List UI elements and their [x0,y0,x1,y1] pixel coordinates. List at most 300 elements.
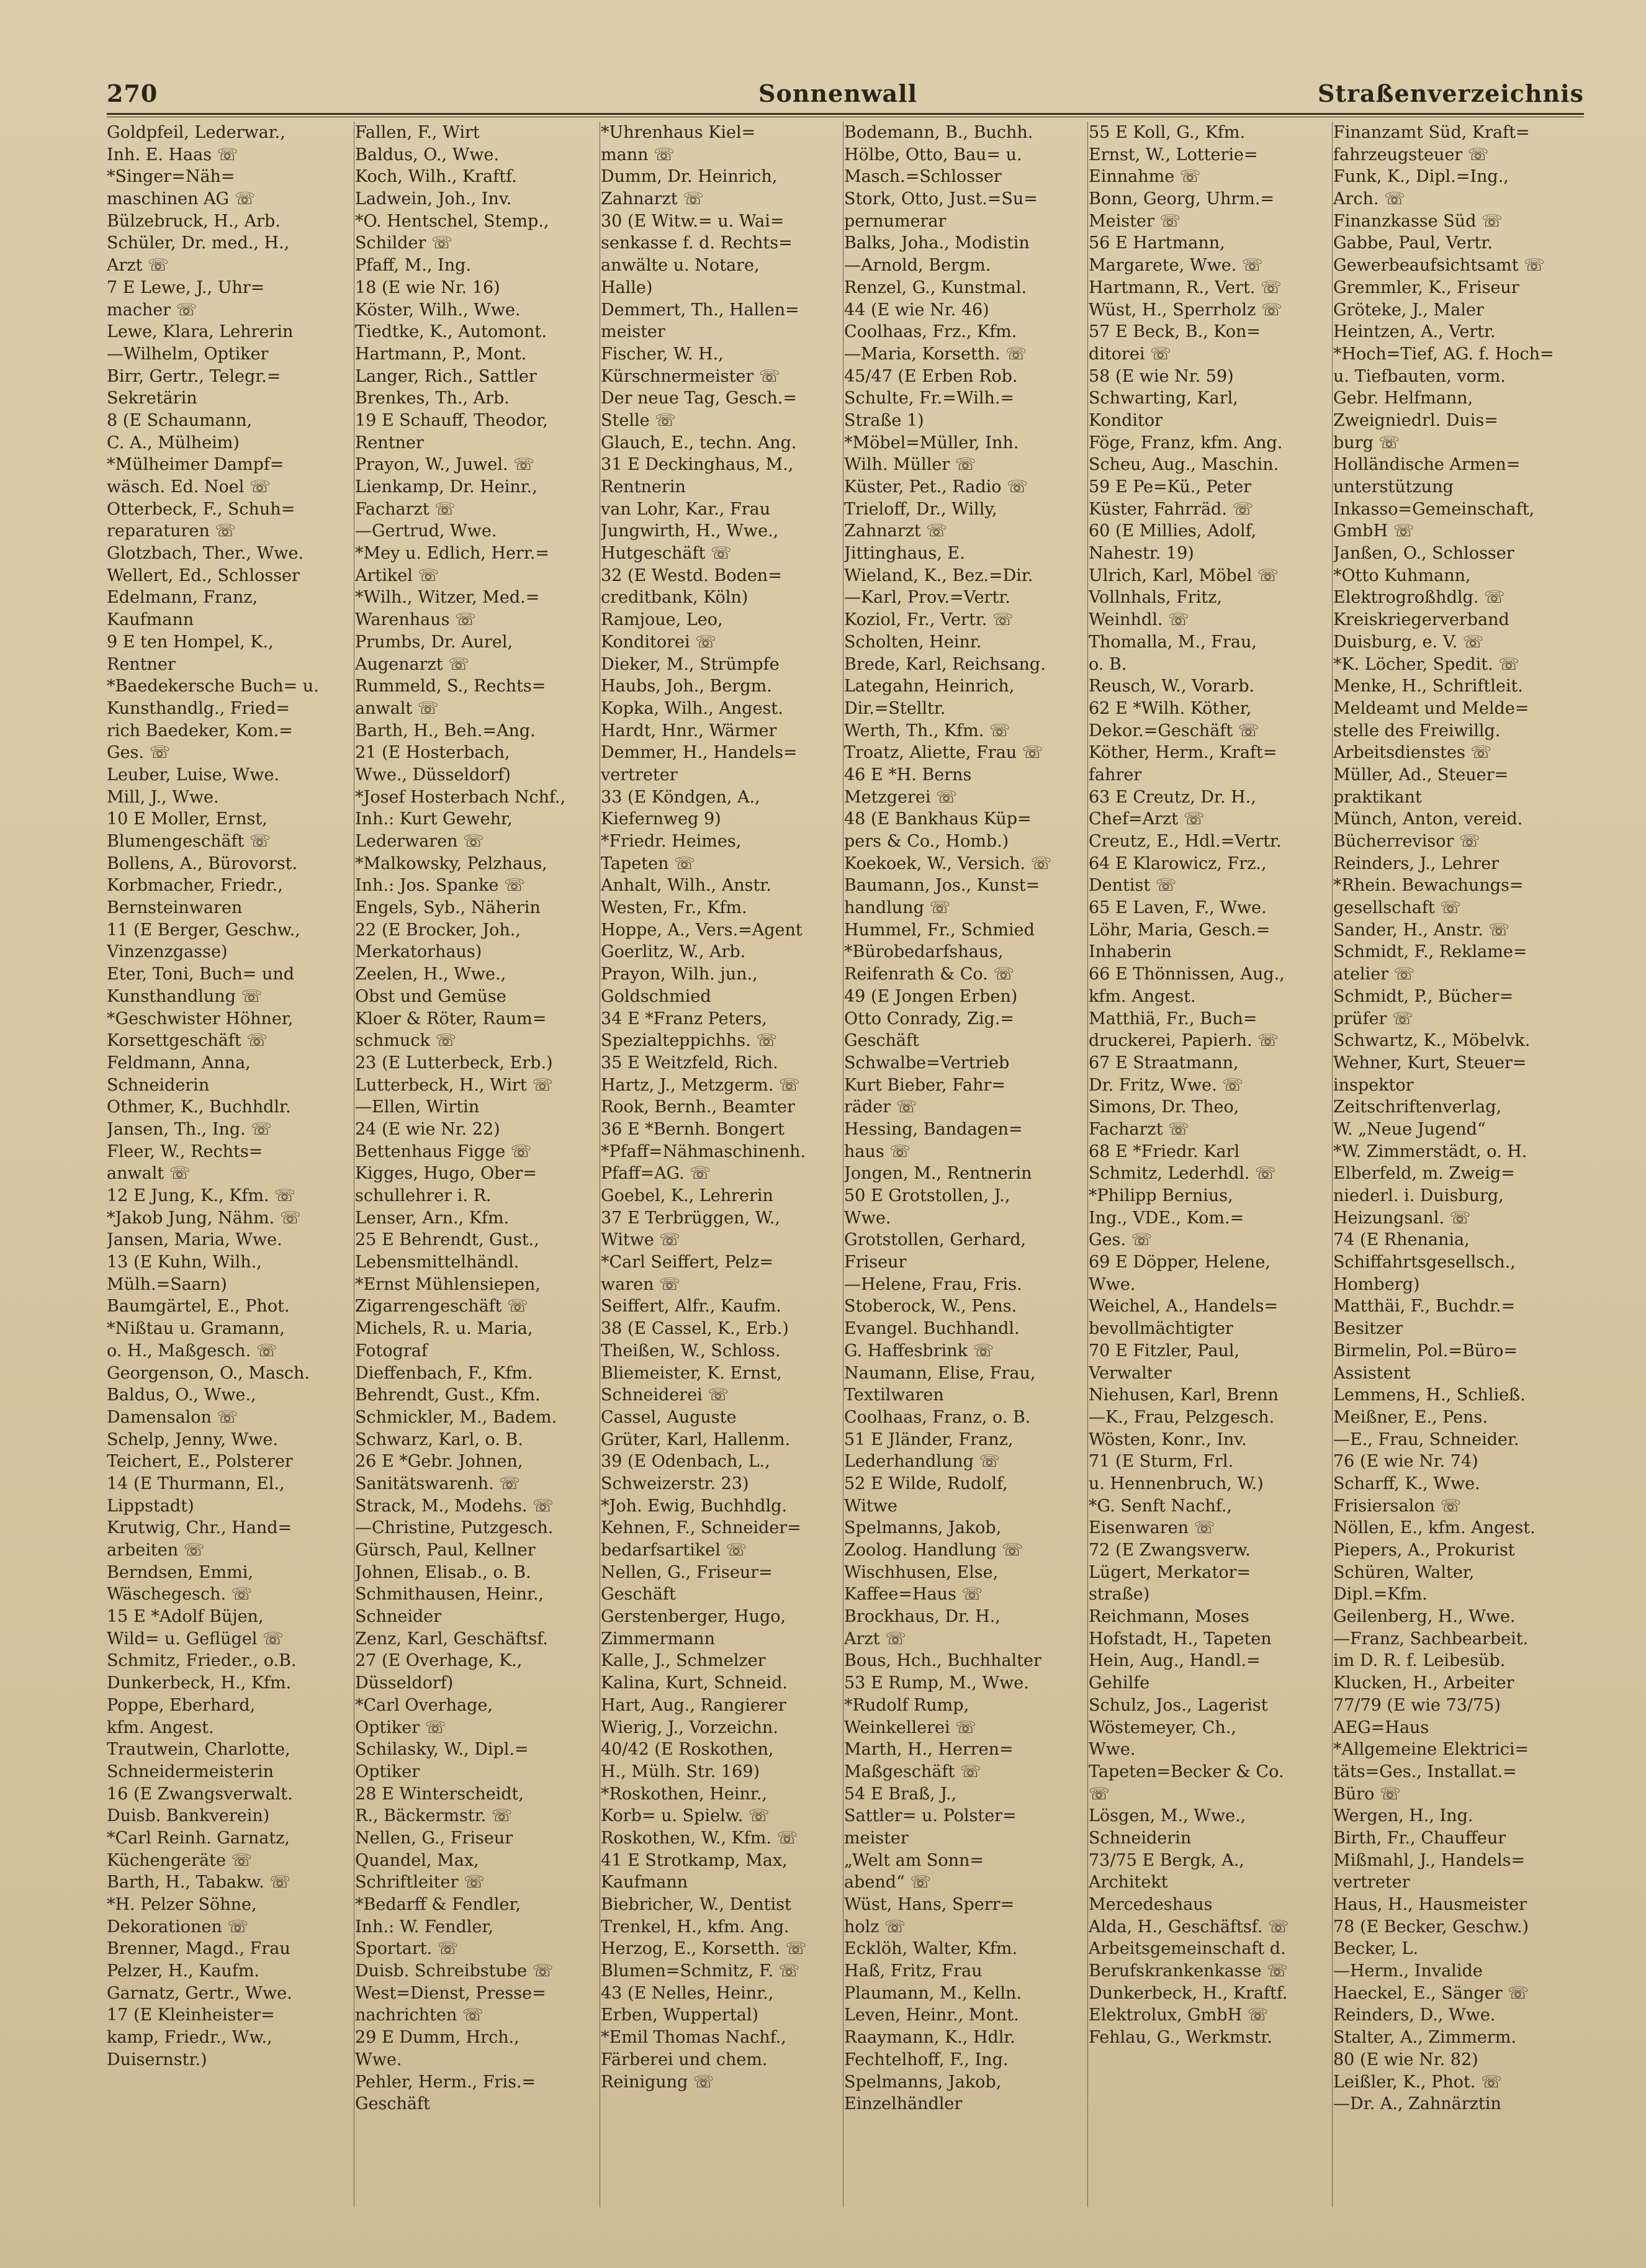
directory-entry-line: Eisenwaren ☏ [1089,1518,1215,1538]
directory-entry-line: Barth, H., Tabakw. ☏ [107,1873,291,1892]
directory-entry-line: Schweizerstr. 23) [601,1474,749,1493]
directory-entry-line: 7 E Lewe, J., Uhr= [107,277,265,297]
directory-entry-line: inspektor [1333,1075,1414,1095]
directory-entry-line: *Otto Kuhmann, [1333,565,1471,585]
directory-entry-line: Goerlitz, W., Arb. [601,942,746,962]
directory-entry-line: Georgenson, O., Masch. [107,1363,310,1383]
directory-entry-line: Rummeld, S., Rechts= [355,677,546,696]
directory-entry-line: *Ernst Mühlensiepen, [355,1274,541,1294]
directory-entry-line: Augenarzt ☏ [355,654,469,674]
directory-entry-line: Hölbe, Otto, Bau= u. [844,145,1022,164]
directory-entry-line: Ecklöh, Walter, Kfm. [844,1939,1018,1959]
directory-entry-line: Bücherrevisor ☏ [1333,832,1480,851]
directory-entry-line: vertreter [601,765,678,785]
directory-entry-line: Haß, Fritz, Frau [844,1961,983,1981]
directory-entry-line: 78 (E Becker, Geschw.) [1333,1917,1529,1937]
directory-entry-line: Goebel, K., Lehrerin [601,1186,773,1205]
directory-entry-line: Othmer, K., Buchhdlr. [107,1097,291,1117]
directory-entry-line: Ges. ☏ [107,743,171,763]
directory-entry-line: Korsettgeschäft ☏ [107,1031,268,1051]
directory-entry-line: Koch, Wilh., Kraftf. [355,167,517,187]
directory-entry-line: Wüst, Hans, Sperr= [844,1895,1015,1914]
directory-entry-line: Anhalt, Wilh., Anstr. [601,876,771,896]
directory-entry-line: Tiedtke, K., Automont. [355,322,547,342]
directory-entry-line: Blumengeschäft ☏ [107,832,271,851]
directory-entry-line: —Franz, Sachbearbeit. [1333,1629,1529,1649]
directory-entry-line: o. B. [1089,654,1127,674]
directory-entry-line: Ramjoue, Leo, [601,610,723,630]
directory-entry-line: 24 (E wie Nr. 22) [355,1119,500,1139]
directory-entry-line: schmuck ☏ [355,1031,457,1051]
directory-entry-line: Inh.: Kurt Gewehr, [355,809,513,829]
directory-entry-line: Baldus, O., Wwe., [107,1385,256,1405]
directory-entry-line: Vinzenzgasse) [107,942,228,962]
directory-entry-line: Reinigung ☏ [601,2072,714,2092]
directory-entry-line: Frisiersalon ☏ [1333,1496,1462,1516]
directory-entry-line: Müller, Ad., Steuer= [1333,765,1509,785]
directory-entry-line: G. Haffesbrink ☏ [844,1341,994,1361]
directory-entry-line: Wwe. [355,2050,402,2069]
directory-entry-line: Prumbs, Dr. Aurel, [355,632,513,652]
directory-entry-line: u. Hennenbruch, W.) [1089,1474,1264,1493]
directory-entry-line: burg ☏ [1333,433,1400,452]
directory-entry-line: Troatz, Aliette, Frau ☏ [844,743,1043,763]
directory-entry-line: 74 (E Rhenania, [1333,1230,1470,1250]
directory-entry-line: Meldeamt und Melde= [1333,698,1529,718]
directory-entry-line: *Nißtau u. Gramann, [107,1319,285,1339]
directory-entry-line: Alda, H., Geschäftsf. ☏ [1089,1917,1289,1937]
directory-entry-line: Schmithausen, Heinr., [355,1585,544,1604]
directory-entry-line: R., Bäckermstr. ☏ [355,1806,513,1826]
directory-entry-line: Poppe, Eberhard, [107,1695,256,1715]
directory-entry-line: —Christine, Putzgesch. [355,1518,554,1538]
directory-entry-line: —K., Frau, Pelzgesch. [1089,1407,1275,1427]
directory-entry-line: Demmert, Th., Hallen= [601,300,799,320]
directory-entry-line: anwalt ☏ [107,1164,191,1184]
page-header [107,74,1584,113]
directory-entry-line: 25 E Behrendt, Gust., [355,1230,539,1250]
directory-entry-line: Schiffahrtsgesellsch., [1333,1253,1516,1272]
directory-entry-line: Kunsthandlg., Fried= [107,698,290,718]
directory-entry-line: Wischhusen, Else, [844,1562,999,1582]
directory-entry-line: Dr. Fritz, Wwe. ☏ [1089,1075,1244,1095]
directory-entry-line: Glotzbach, Ther., Wwe. [107,544,304,564]
directory-entry-line: Schelp, Jenny, Wwe. [107,1429,278,1449]
directory-entry-line: Hartmann, P., Mont. [355,344,527,364]
directory-entry-line: Zigarrengeschäft ☏ [355,1297,528,1316]
directory-entry-line: Besitzer [1333,1319,1403,1339]
directory-entry-line: Einnahme ☏ [1089,167,1201,187]
directory-entry-line: Geilenberg, H., Wwe. [1333,1607,1516,1627]
directory-entry-line: kfm. Angest. [1089,986,1196,1006]
directory-entry-line: Heizungsanl. ☏ [1333,1208,1471,1228]
directory-entry-line: 8 (E Schaumann, [107,410,253,430]
directory-entry-line: Birmelin, Pol.=Büro= [1333,1341,1518,1361]
directory-entry-line: Weichel, A., Handels= [1089,1297,1279,1316]
directory-entry-line: Dieker, M., Strümpfe [601,654,780,674]
directory-entry-line: Lemmens, H., Schließ. [1333,1385,1526,1405]
directory-entry-line: Arch. ☏ [1333,189,1405,209]
directory-entry-line: Wäschegesch. ☏ [107,1585,253,1604]
directory-entry-line: Ges. ☏ [1089,1230,1153,1250]
directory-entry-line: *Josef Hosterbach Nchf., [355,787,566,807]
directory-entry-line: Lederwaren ☏ [355,832,484,851]
directory-entry-line: 68 E *Friedr. Karl [1089,1141,1240,1161]
directory-entry-line: Teichert, E., Polsterer [107,1452,293,1472]
directory-entry-line: Plaumann, M., Kelln. [844,1983,1022,2003]
directory-entry-line: Kiefernweg 9) [601,809,721,829]
directory-entry-line: Werth, Th., Kfm. ☏ [844,721,1010,740]
directory-entry-line: Reinders, D., Wwe. [1333,2005,1496,2025]
directory-entry-line: Koekoek, W., Versich. ☏ [844,853,1052,873]
directory-entry-line: arbeiten ☏ [107,1541,205,1560]
directory-entry-line: *Carl Reinh. Garnatz, [107,1828,290,1848]
directory-entry-line: Wösten, Konr., Inv. [1089,1429,1247,1449]
directory-entry-line: H., Mülh. Str. 169) [601,1762,760,1781]
directory-entry-line: Rentner [107,654,176,674]
directory-entry-line: Köther, Herm., Kraft= [1089,743,1277,763]
directory-entry-line: Gerstenberger, Hugo, [601,1607,786,1627]
directory-entry-line: Lederhandlung ☏ [844,1452,1001,1472]
directory-entry-line: Küchengeräte ☏ [107,1850,253,1870]
directory-entry-line: Dipl.=Kfm. [1333,1585,1428,1604]
directory-entry-line: Architekt [1089,1873,1168,1892]
directory-entry-line: Holländische Armen= [1333,455,1521,475]
directory-entry-line: Artikel ☏ [355,565,439,585]
directory-entry-line: Wellert, Ed., Schlosser [107,565,300,585]
directory-entry-line: Zweigniedrl. Duis= [1333,410,1498,430]
directory-entry-line: Gröteke, J., Maler [1333,300,1484,320]
directory-entry-line: Stork, Otto, Just.=Su= [844,189,1038,209]
directory-entry-line: bevollmächtigter [1089,1319,1233,1339]
directory-entry-line: Theißen, W., Schloss. [601,1341,781,1361]
directory-entry-line: Finanzamt Süd, Kraft= [1333,123,1530,142]
directory-entry-line: 56 E Hartmann, [1089,233,1225,253]
directory-entry-line: räder ☏ [844,1097,917,1117]
directory-entry-line: Reifenrath & Co. ☏ [844,965,1015,984]
directory-entry-line: meister [601,322,665,342]
directory-entry-line: Schwartz, K., Möbelvk. [1333,1031,1531,1051]
directory-entry-line: Büro ☏ [1333,1784,1401,1804]
directory-entry-line: *Malkowsky, Pelzhaus, [355,853,547,873]
directory-entry-line: Wilh. Müller ☏ [844,455,976,475]
directory-entry-line: Wwe. [1089,1274,1136,1294]
directory-entry-line: *Rhein. Bewachungs= [1333,876,1524,896]
directory-entry-line: Glauch, E., techn. Ang. [601,433,797,452]
directory-entry-line: Duisernstr.) [107,2050,207,2069]
directory-entry-line: Rook, Bernh., Beamter [601,1097,795,1117]
directory-entry-line: *Allgemeine Elektrici= [1333,1740,1529,1760]
directory-entry-line: Balks, Joha., Modistin [844,233,1030,253]
directory-entry-line: Reichmann, Moses [1089,1607,1249,1627]
directory-entry-line: Einzelhändler [844,2094,963,2114]
directory-entry-line: *Rudolf Rump, [844,1695,969,1715]
directory-entry-line: Kaffee=Haus ☏ [844,1585,983,1604]
directory-entry-line: Lösgen, M., Wwe., [1089,1806,1246,1826]
directory-entry-line: Fischer, W. H., [601,344,724,364]
directory-entry-line: Funk, K., Dipl.=Ing., [1333,167,1509,187]
directory-entry-line: Jansen, Maria, Wwe. [107,1230,282,1250]
directory-entry-line: Hartmann, R., Vert. ☏ [1089,277,1282,297]
directory-entry-line: Pfaff=AG. ☏ [601,1164,711,1184]
directory-entry-line: Stalter, A., Zimmerm. [1333,2028,1516,2048]
directory-entry-line: Hart, Aug., Rangierer [601,1695,786,1715]
directory-entry-line: Dumm, Dr. Heinrich, [601,167,778,187]
directory-entry-line: Schneiderin [1089,1828,1192,1848]
directory-entry-line: mann ☏ [601,145,675,164]
directory-entry-line: Küster, Pet., Radio ☏ [844,477,1028,497]
directory-entry-line: Piepers, A., Prokurist [1333,1541,1515,1560]
directory-entry-line: Baldus, O., Wwe. [355,145,499,164]
directory-entry-line: Optiker [355,1762,420,1781]
directory-entry-line: Lutterbeck, H., Wirt ☏ [355,1075,554,1095]
directory-entry-line: 17 (E Kleinheister= [107,2005,275,2025]
directory-entry-line: o. H., Maßgesch. ☏ [107,1341,277,1361]
directory-entry-line: Becker, L. [1333,1939,1418,1959]
directory-entry-line: Kehnen, F., Schneider= [601,1518,801,1538]
column-4 [844,122,1087,2207]
directory-entry-line: Rentner [355,433,424,452]
directory-entry-line: Arbeitsdienstes ☏ [1333,743,1492,763]
directory-entry-line: Hofstadt, H., Tapeten [1089,1629,1272,1649]
directory-entry-line: Trautwein, Charlotte, [107,1740,290,1760]
directory-entry-line: *W. Zimmerstädt, o. H. [1333,1141,1527,1161]
directory-entry-line: *Baedekersche Buch= u. [107,677,319,696]
directory-entry-line: Dieffenbach, F., Kfm. [355,1363,533,1383]
directory-entry-line: meister [844,1828,909,1848]
directory-entry-line: Weinkellerei ☏ [844,1717,977,1737]
directory-entry-line: Mißmahl, J., Handels= [1333,1850,1526,1870]
directory-entry-line: Halle) [601,277,653,297]
directory-entry-line: Elektrolux, GmbH ☏ [1089,2005,1269,2025]
directory-entry-line: Sander, H., Anstr. ☏ [1333,920,1510,940]
directory-entry-line: pernumerar [844,211,947,231]
directory-entry-line: Reinders, J., Lehrer [1333,853,1500,873]
page-number: 270 [107,79,158,107]
directory-entry-line: Scharff, K., Wwe. [1333,1474,1480,1493]
directory-entry-line: Meißner, E., Pens. [1333,1407,1488,1427]
directory-entry-line: 58 (E wie Nr. 59) [1089,366,1234,386]
directory-entry-line: Hein, Aug., Handl.= [1089,1651,1261,1671]
directory-entry-line: Hutgeschäft ☏ [601,544,732,564]
directory-entry-line: Westen, Fr., Kfm. [601,898,747,918]
directory-entry-line: 66 E Thönnissen, Aug., [1089,965,1285,984]
directory-entry-line: Assistent [1333,1363,1411,1383]
directory-entry-line: Seiffert, Alfr., Kaufm. [601,1297,781,1316]
directory-entry-line: 63 E Creutz, Dr. H., [1089,787,1256,807]
directory-entry-line: Kigges, Hugo, Ober= [355,1164,537,1184]
directory-entry-line: wäsch. Ed. Noel ☏ [107,477,271,497]
directory-entry-line: Raaymann, K., Hdlr. [844,2028,1015,2048]
directory-entry-line: *Hoch=Tief, AG. f. Hoch= [1333,344,1554,364]
directory-entry-line: 60 (E Millies, Adolf, [1089,521,1257,541]
directory-entry-line: —Helene, Frau, Fris. [844,1274,1022,1294]
directory-entry-line: Föge, Franz, kfm. Ang. [1089,433,1283,452]
directory-entry-line: Birr, Gertr., Telegr.= [107,366,281,386]
directory-entry-line: Strack, M., Modehs. ☏ [355,1496,554,1516]
directory-entry-line: kfm. Angest. [107,1717,214,1737]
directory-entry-line: 55 E Koll, G., Kfm. [1089,123,1246,142]
directory-entry-line: täts=Ges., Installat.= [1333,1762,1517,1781]
directory-entry-line: Schwarz, Karl, o. B. [355,1429,523,1449]
directory-entry-line: Ulrich, Karl, Möbel ☏ [1089,565,1279,585]
directory-entry-line: Mill, J., Wwe. [107,787,219,807]
directory-entry-line: Renzel, G., Kunstmal. [844,277,1027,297]
directory-entry-line: Menke, H., Schriftleit. [1333,677,1523,696]
directory-entry-line: Der neue Tag, Gesch.= [601,389,798,408]
directory-entry-line: unterstützung [1333,477,1454,497]
directory-entry-line: Fleer, W., Rechts= [107,1141,263,1161]
directory-entry-line: Leuber, Luise, Wwe. [107,765,280,785]
column-2 [355,122,598,2207]
directory-entry-line: Sekretärin [107,389,197,408]
directory-entry-line: —Maria, Korsetth. ☏ [844,344,1027,364]
directory-entry-line: 41 E Strotkamp, Max, [601,1850,788,1870]
directory-entry-line: gesellschaft ☏ [1333,898,1462,918]
directory-entry-line: 72 (E Zwangsverw. [1089,1541,1251,1560]
directory-entry-line: Hardt, Hnr., Wärmer [601,721,777,740]
directory-entry-line: waren ☏ [601,1274,680,1294]
directory-entry-line: 13 (E Kuhn, Wilh., [107,1253,262,1272]
directory-entry-line: schullehrer i. R. [355,1186,492,1205]
directory-entry-line: Evangel. Buchhandl. [844,1319,1020,1339]
directory-entry-line: Bettenhaus Figge ☏ [355,1141,532,1161]
directory-entry-line: Schilder ☏ [355,233,452,253]
directory-entry-line: 37 E Terbrüggen, W., [601,1208,780,1228]
directory-entry-line: AEG=Haus [1333,1717,1429,1737]
directory-entry-line: Roskothen, W., Kfm. ☏ [601,1828,798,1848]
directory-entry-line: Heintzen, A., Vertr. [1333,322,1496,342]
directory-entry-line: *Carl Overhage, [355,1695,493,1715]
directory-entry-line: Hartz, J., Metzgerm. ☏ [601,1075,800,1095]
directory-entry-line: *K. Löcher, Spedit. ☏ [1333,654,1520,674]
directory-entry-line: „Welt am Sonn= [844,1850,984,1870]
directory-entry-line: 10 E Moller, Ernst, [107,809,268,829]
directory-entry-line: Baumgärtel, E., Phot. [107,1297,290,1316]
directory-entry-line: 33 (E Köndgen, A., [601,787,760,807]
directory-entry-line: Prayon, Wilh. jun., [601,965,758,984]
directory-entry-line: Birth, Fr., Chauffeur [1333,1828,1506,1848]
directory-entry-line: Fallen, F., Wirt [355,123,480,142]
directory-entry-line: Krutwig, Chr., Hand= [107,1518,292,1538]
directory-entry-line: Rentnerin [601,477,686,497]
directory-entry-line: Lenser, Arn., Kfm. [355,1208,510,1228]
directory-entry-line: *G. Senft Nachf., [1089,1496,1232,1516]
directory-entry-line: Wwe. [1089,1740,1136,1760]
directory-entry-line: Fotograf [355,1341,428,1361]
directory-entry-line: Dekor.=Geschäft ☏ [1089,721,1259,740]
directory-entry-line: druckerei, Papierh. ☏ [1089,1031,1279,1051]
section-title: Straßenverzeichnis [1317,79,1584,107]
directory-entry-line: Facharzt ☏ [355,499,456,519]
directory-entry-line: Wild= u. Geflügel ☏ [107,1629,284,1649]
directory-entry-line: Gremmler, K., Friseur [1333,277,1519,297]
directory-entry-line: Geschäft [844,1031,919,1051]
directory-entry-line: Meister ☏ [1089,211,1181,231]
directory-entry-line: Konditorei ☏ [601,632,716,652]
directory-entry-line: 73/75 E Bergk, A., [1089,1850,1244,1870]
directory-entry-line: *Carl Seiffert, Pelz= [601,1253,773,1272]
directory-entry-line: pers & Co., Homb.) [844,832,1009,851]
directory-entry-line: Spelmanns, Jakob, [844,2072,1002,2092]
directory-entry-line: 77/79 (E wie 73/75) [1333,1695,1501,1715]
street-title: Sonnenwall [758,79,918,107]
directory-entry-line: Kürschnermeister ☏ [601,366,780,386]
column-6 [1333,122,1576,2207]
directory-entry-line: Kunsthandlung ☏ [107,986,263,1006]
directory-entry-line: *Friedr. Heimes, [601,832,742,851]
directory-entry-line: Wierig, J., Vorzeichn. [601,1717,778,1737]
directory-entry-line: Schwarting, Karl, [1089,389,1238,408]
directory-entry-line: *Philipp Bernius, [1089,1186,1233,1205]
directory-entry-line: Baumann, Jos., Kunst= [844,876,1040,896]
directory-entry-line: anwalt ☏ [355,698,439,718]
header-rule [107,113,1584,115]
directory-entry-line: Jungwirth, H., Wwe., [601,521,779,541]
directory-entry-line: haus ☏ [844,1141,911,1161]
directory-entry-line: Dunkerbeck, H., Kraftf. [1089,1983,1288,2003]
directory-entry-line: *Mülheimer Dampf= [107,455,284,475]
directory-entry-line: Färberei und chem. [601,2050,768,2069]
directory-entry-line: Jittinghaus, E. [844,544,965,564]
directory-entry-line: Edelmann, Franz, [107,588,258,608]
column-3 [601,122,844,2207]
directory-entry-line: 30 (E Witw.= u. Wai= [601,211,785,231]
directory-entry-line: Bodemann, B., Buchh. [844,123,1033,142]
directory-entry-line: Schulte, Fr.=Wilh.= [844,389,1015,408]
directory-entry-line: ditorei ☏ [1089,344,1171,364]
directory-entry-line: Schwalbe=Vertrieb [844,1053,1010,1073]
directory-entry-line: *Jakob Jung, Nähm. ☏ [107,1208,301,1228]
directory-entry-line: 22 (E Brocker, Joh., [355,920,521,940]
directory-entry-line: 9 E ten Hompel, K., [107,632,274,652]
directory-entry-line: Schneider [355,1607,442,1627]
directory-entry-line: Facharzt ☏ [1089,1119,1189,1139]
directory-entry-line: Schüler, Dr. med., H., [107,233,290,253]
directory-entry-line: Blumen=Schmitz, F. ☏ [601,1961,800,1981]
directory-entry-line: Brockhaus, Dr. H., [844,1607,1001,1627]
directory-entry-line: 65 E Laven, F., Wwe. [1089,898,1267,918]
directory-entry-line: 53 E Rump, M., Wwe. [844,1673,1029,1693]
directory-entry-line: Wergen, H., Ing. [1333,1806,1473,1826]
directory-entry-line: Inhaberin [1089,942,1172,962]
directory-entry-line: Grotstollen, Gerhard, [844,1230,1027,1250]
column-divider [1087,122,1088,2207]
directory-entry-line: van Lohr, Kar., Frau [601,499,771,519]
directory-entry-line: Ernst, W., Lotterie= [1089,145,1258,164]
directory-entry-line: Duisb. Bankverein) [107,1806,270,1826]
directory-entry-line: Scheu, Aug., Maschin. [1089,455,1279,475]
directory-entry-line: 39 (E Odenbach, L., [601,1452,770,1472]
directory-entry-line: Zeitschriftenverlag, [1333,1097,1502,1117]
directory-entry-line: Duisburg, e. V. ☏ [1333,632,1484,652]
directory-entry-line: Gabbe, Paul, Vertr. [1333,233,1493,253]
directory-entry-line: Bonn, Georg, Uhrm.= [1089,189,1275,209]
directory-entry-line: 28 E Winterscheidt, [355,1784,524,1804]
directory-entry-line: Weinhdl. ☏ [1089,610,1189,630]
directory-entry-line: Metzgerei ☏ [844,787,957,807]
directory-entry-line: Brenner, Magd., Frau [107,1939,290,1959]
directory-entry-line: Zimmermann [601,1629,715,1649]
column-divider [1332,122,1333,2207]
directory-entry-line: Fehlau, G., Werkmstr. [1089,2028,1272,2048]
directory-entry-line: Inkasso=Gemeinschaft, [1333,499,1535,519]
directory-entry-line: Johnen, Elisab., o. B. [355,1562,531,1582]
directory-entry-line: Lategahn, Heinrich, [844,677,1015,696]
directory-entry-line: Elberfeld, m. Zweig= [1333,1164,1515,1184]
directory-entry-line: Wwe., Düsseldorf) [355,765,511,785]
directory-entry-line: Wöstemeyer, Ch., [1089,1717,1236,1737]
